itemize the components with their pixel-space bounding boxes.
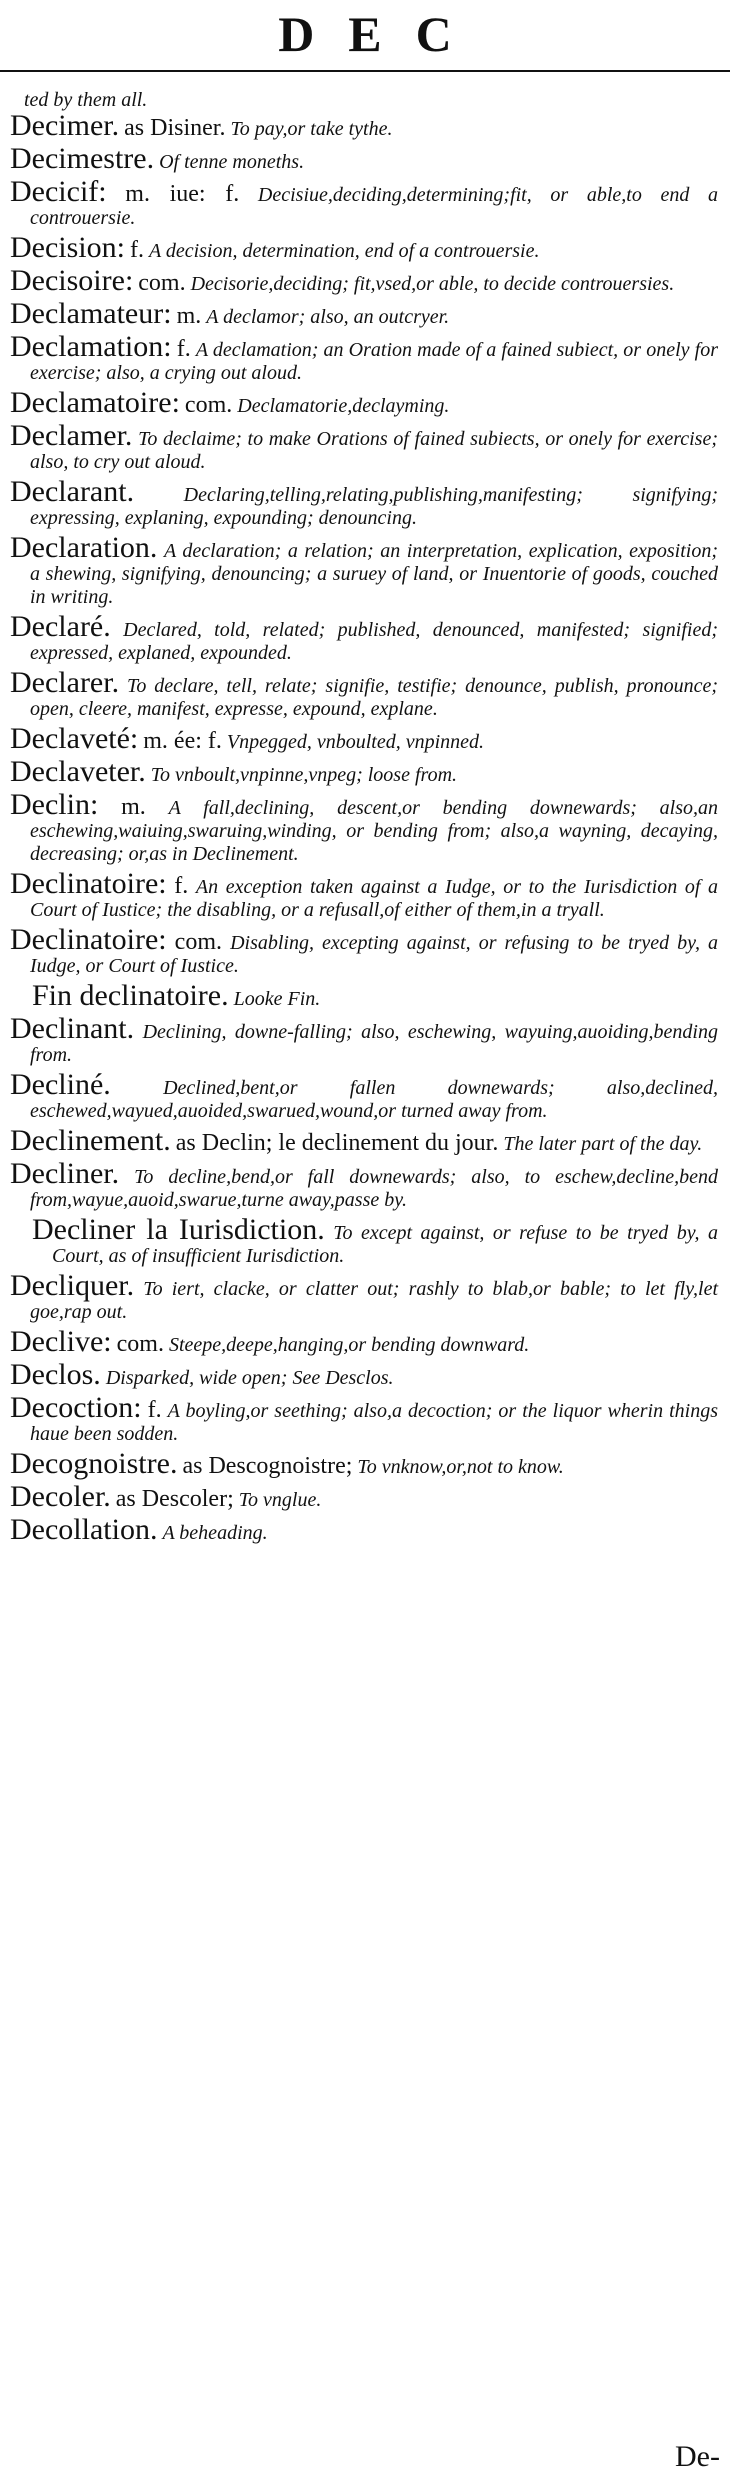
entry-grammar: com. xyxy=(116,1331,164,1357)
entry-definition: A declamation; an Oration made of a fained subiect, or onely for exercise; also, a crying out aloud. xyxy=(30,339,719,384)
entry-headword: Decimer. xyxy=(10,109,120,142)
entry-definition: A beheading. xyxy=(162,1522,268,1544)
entry-definition: Declining, downe-falling; also, eschewing, wayuing,auoiding,bending from. xyxy=(30,1021,718,1066)
entry-definition: To declare, tell, relate; signifie, testifie; denounce, publish, pronounce; open, cleere, manifest, expresse, expound, explane. xyxy=(30,675,718,720)
entry-definition: A declamor; also, an outcryer. xyxy=(206,306,450,328)
entry-definition: Declared, told, related; published, denounced, manifested; signified; expressed, explaned, expounded. xyxy=(30,619,718,664)
entry-grammar: m. iue: f. xyxy=(125,181,240,207)
entry-definition: Declined,bent,or fallen downewards; also,declined, eschewed,wayued,auoided,swarued,wound,or turned away from. xyxy=(30,1077,719,1122)
entry-definition: The later part of the day. xyxy=(503,1133,703,1155)
dictionary-entry xyxy=(10,142,718,175)
entry-definition: A fall,declining, descent,or bending downewards; also,an eschewing,waiuing,swaruing,winding, or bending from; also,a wayning, decaying, decreasing; or,as in Declinement. xyxy=(30,797,719,865)
dictionary-entry xyxy=(10,109,718,142)
dictionary-entry xyxy=(10,297,718,330)
entry-definition: Disabling, excepting against, or refusing to be tryed by, a Iudge, or Court of Iustice. xyxy=(30,932,719,977)
entry-grammar: m. xyxy=(121,794,146,820)
entry-headword: Declaveter. xyxy=(10,755,146,788)
entry-definition: Disparked, wide open; See Desclos. xyxy=(105,1367,394,1389)
catchword: De- xyxy=(675,2440,720,2473)
dictionary-entry xyxy=(10,1358,718,1391)
entry-headword: Declaré. xyxy=(10,610,111,643)
entry-headword: Declamatoire: xyxy=(10,386,180,419)
header-rule xyxy=(0,70,730,72)
entry-headword: Declamer. xyxy=(10,419,133,452)
dictionary-entry xyxy=(10,867,719,922)
entry-definition: A declaration; a relation; an interpretation, explication, exposition; a shewing, signifying, denouncing; a suruey of land, or Inuentorie of goods, couched in writing. xyxy=(30,540,719,608)
entry-grammar: f. xyxy=(176,336,191,362)
entry-headword: Declinement. xyxy=(10,1124,171,1157)
entry-headword: Declarer. xyxy=(10,666,120,699)
entry-headword: Declinatoire: xyxy=(10,867,167,900)
dictionary-entry xyxy=(10,330,719,385)
entry-headword: Decimestre. xyxy=(10,142,155,175)
dictionary-entry xyxy=(10,531,719,609)
entry-grammar: as Disiner. xyxy=(124,115,226,141)
entry-grammar: as Declin; le declinement du jour. xyxy=(175,1130,499,1156)
dictionary-entry xyxy=(10,1391,719,1446)
dictionary-entry xyxy=(10,475,718,530)
entry-headword: Declaration. xyxy=(10,531,158,564)
entry-headword: Decollation. xyxy=(10,1513,158,1546)
entry-definition: To declaime; to make Orations of fained subiects, or onely for exercise; also, to cry out aloud. xyxy=(30,428,719,473)
entry-definition: Declamatorie,declayming. xyxy=(237,395,450,417)
entry-definition: A decision, determination, end of a controuersie. xyxy=(148,240,540,262)
entry-headword: Decisoire: xyxy=(10,264,134,297)
entry-headword: Declarant. xyxy=(10,475,135,508)
dictionary-entry xyxy=(10,1012,718,1067)
dictionary-entry xyxy=(10,386,718,419)
entry-headword: Decliner la Iurisdiction. xyxy=(32,1213,325,1246)
entry-headword: Declinatoire: xyxy=(10,923,167,956)
entry-definition: Steepe,deepe,hanging,or bending downward. xyxy=(168,1334,530,1356)
entry-definition: To except against, or refuse to be tryed by, a Court, as of insufficient Iurisdiction. xyxy=(52,1222,719,1267)
entry-definition: Looke Fin. xyxy=(233,988,321,1010)
dictionary-entry xyxy=(32,1213,719,1268)
entry-headword: Decoction: xyxy=(10,1391,142,1424)
entry-headword: Declive: xyxy=(10,1325,112,1358)
dictionary-entry xyxy=(10,1068,719,1123)
entry-definition: To iert, clacke, or clatter out; rashly to blab,or bable; to let fly,let goe,rap out. xyxy=(30,1278,719,1323)
dictionary-entry xyxy=(10,231,718,264)
continuation-line: ted by them all. xyxy=(24,89,148,111)
entry-headword: Declinant. xyxy=(10,1012,135,1045)
entry-headword: Declaveté: xyxy=(10,722,139,755)
entry-headword: Decliné. xyxy=(10,1068,111,1101)
dictionary-entry xyxy=(10,175,719,230)
entry-definition: Declaring,telling,relating,publishing,manifesting; signifying; expressing, explaning, expounding; denouncing. xyxy=(30,484,718,529)
entry-headword: Decliner. xyxy=(10,1157,120,1190)
entry-grammar: com. xyxy=(184,392,233,418)
entry-grammar: f. xyxy=(129,237,144,263)
entry-grammar: com. xyxy=(174,929,222,955)
dictionary-entry xyxy=(10,788,719,866)
entry-headword: Fin declinatoire. xyxy=(32,979,229,1012)
entry-grammar: com. xyxy=(138,270,186,296)
entry-definition: To vnboult,vnpinne,vnpeg; loose from. xyxy=(150,764,458,786)
dictionary-entry xyxy=(10,1269,719,1324)
entry-definition: To vnknow,or,not to know. xyxy=(357,1456,564,1478)
entry-headword: Decicif: xyxy=(10,175,107,208)
entry-grammar: f. xyxy=(174,873,189,899)
dictionary-entry xyxy=(10,923,719,978)
dictionary-entry xyxy=(10,1513,718,1546)
entry-headword: Decliquer. xyxy=(10,1269,135,1302)
entry-definition: A boyling,or seething; also,a decoction; or the liquor wherin things haue been sodden. xyxy=(30,1400,719,1445)
entry-definition: Vnpegged, vnboulted, vnpinned. xyxy=(226,731,485,753)
entry-grammar: f. xyxy=(147,1397,162,1423)
entry-grammar: as Descognoistre; xyxy=(182,1453,353,1479)
entry-list xyxy=(10,88,718,1551)
entry-headword: Decision: xyxy=(10,231,125,264)
dictionary-entry xyxy=(10,755,718,788)
dictionary-entry xyxy=(10,722,718,755)
dictionary-entry xyxy=(10,1157,718,1212)
dictionary-entry xyxy=(10,1447,718,1480)
entry-headword: Declos. xyxy=(10,1358,101,1391)
entry-definition: To pay,or take tythe. xyxy=(230,118,393,140)
entry-headword: Decoler. xyxy=(10,1480,111,1513)
dictionary-entry xyxy=(32,979,718,1012)
entry-headword: Declamateur: xyxy=(10,297,172,330)
entry-definition: Decisiue,deciding,determining;fit, or able,to end a controuersie. xyxy=(30,184,719,229)
dictionary-entry xyxy=(10,666,718,721)
entry-headword: Declin: xyxy=(10,788,99,821)
page-header: DEC xyxy=(278,6,486,62)
dictionary-entry xyxy=(10,1325,718,1358)
dictionary-entry xyxy=(10,264,718,297)
entry-grammar: m. xyxy=(176,303,202,329)
dictionary-entry xyxy=(10,1124,718,1157)
entries-container xyxy=(10,109,719,1546)
dictionary-entry xyxy=(10,1480,718,1513)
entry-headword: Declamation: xyxy=(10,330,172,363)
entry-definition: To vnglue. xyxy=(238,1489,322,1511)
entry-definition: An exception taken against a Iudge, or to the Iurisdiction of a Court of Iustice; the disabling, or a refusall,of either of them,in a tryall. xyxy=(30,876,719,921)
entry-definition: Of tenne moneths. xyxy=(159,151,305,173)
entry-definition: To decline,bend,or fall downewards; also, to eschew,decline,bend from,wayue,auoid,swarue,turne away,passe by. xyxy=(30,1166,718,1211)
entry-headword: Decognoistre. xyxy=(10,1447,178,1480)
entry-grammar: m. ée: f. xyxy=(143,728,222,754)
entry-definition: Decisorie,deciding; fit,vsed,or able, to decide controuersies. xyxy=(190,273,675,295)
dictionary-entry xyxy=(10,610,718,665)
dictionary-entry xyxy=(10,419,719,474)
entry-grammar: as Descoler; xyxy=(115,1486,234,1512)
